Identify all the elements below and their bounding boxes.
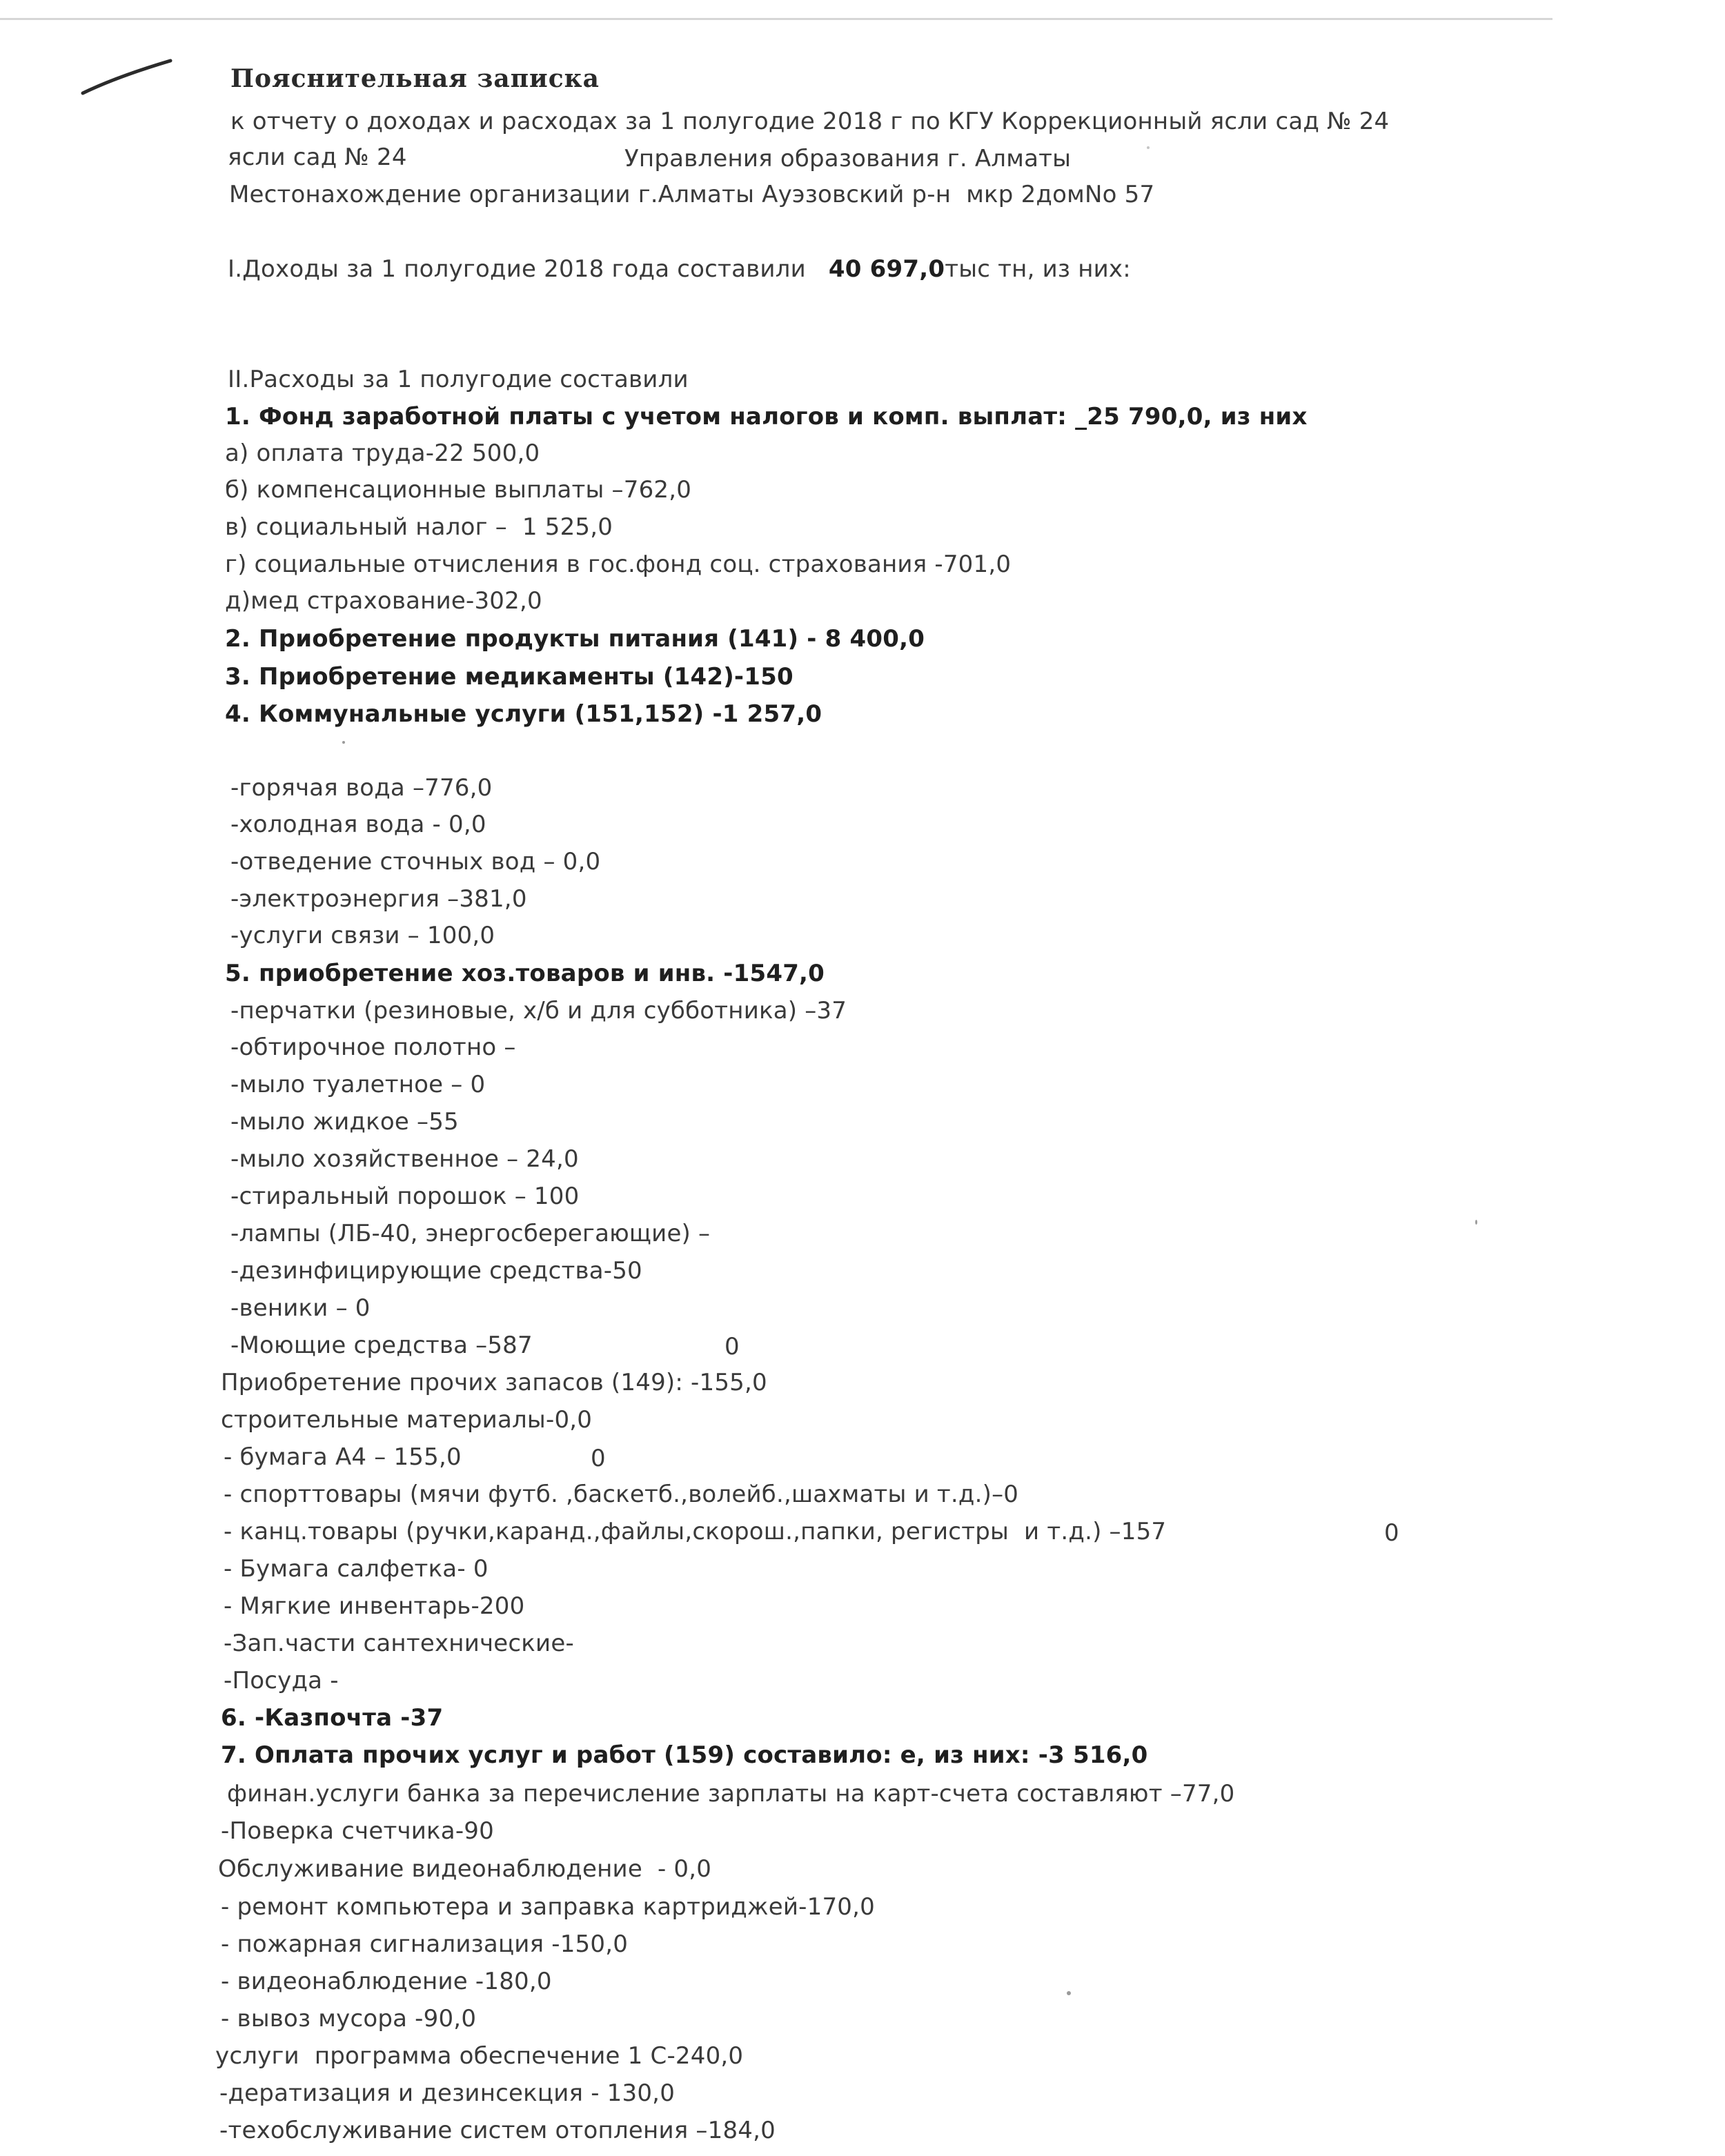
service-video-surveillance: - видеонаблюдение -180,0	[221, 1968, 552, 1995]
header-line-1: к отчету о доходах и расходах за 1 полугодие 2018 г по КГУ Коррекционный ясли сад № 24	[230, 108, 1390, 135]
income-suffix: тыс тн, из них:	[945, 255, 1131, 283]
utility-communication: -услуги связи – 100,0	[230, 922, 495, 949]
section-6-kazpost: 6. -Казпочта -37	[221, 1704, 444, 1732]
service-video-maintenance: Обслуживание видеонаблюдение - 0,0	[218, 1855, 712, 1883]
supplies-paper-a4: - бумага А4 – 155,0	[224, 1443, 462, 1471]
expenses-heading: II.Расходы за 1 полугодие составили	[228, 366, 689, 393]
payroll-item-e: д)мед страхование-302,0	[225, 587, 542, 615]
supplies-sports-goods: - спорттовары (мячи футб. ,баскетб.,волейб.,шахматы и т.д.)–0	[224, 1481, 1019, 1508]
service-pest-control: -дератизация и дезинсекция - 130,0	[219, 2079, 676, 2107]
scan-speck	[342, 741, 345, 744]
household-liquid-soap: -мыло жидкое –55	[230, 1108, 459, 1136]
utility-electricity: -электроэнергия –381,0	[230, 885, 527, 913]
household-lamps: -лампы (ЛБ-40, энергосберегающие) –	[230, 1220, 711, 1247]
household-washing-powder: -стиральный порошок – 100	[230, 1183, 580, 1210]
utility-hot-water: -горячая вода –776,0	[230, 774, 493, 802]
header-line-2-left: ясли сад № 24	[228, 144, 407, 171]
household-toilet-soap: -мыло туалетное – 0	[230, 1071, 486, 1098]
household-disinfectants: -дезинфицирующие средства-50	[230, 1257, 642, 1285]
supplies-building-materials: строительные материалы-0,0	[221, 1406, 593, 1434]
income-line	[228, 255, 1131, 283]
document-title: Пояснительная записка	[230, 64, 600, 93]
household-gloves: -перчатки (резиновые, х/б и для субботника) –37	[230, 997, 847, 1025]
stray-mark-2: 0	[591, 1445, 606, 1472]
scan-speck	[1147, 146, 1150, 149]
section-3-medicines: 3. Приобретение медикаменты (142)-150	[225, 663, 793, 691]
utility-cold-water: -холодная вода - 0,0	[230, 811, 486, 838]
supplies-dishes: -Посуда -	[224, 1667, 339, 1694]
service-fire-alarm: - пожарная сигнализация -150,0	[221, 1930, 629, 1958]
service-garbage-removal: - вывоз мусора -90,0	[221, 2005, 477, 2033]
section-4-utilities: 4. Коммунальные услуги (151,152) -1 257,0	[225, 700, 822, 728]
pen-stroke-mark	[79, 55, 176, 103]
supplies-napkins: - Бумага салфетка- 0	[224, 1555, 489, 1583]
header-line-2-right: Управления образования г. Алматы	[624, 145, 1072, 172]
other-supplies-heading: Приобретение прочих запасов (149): -155,0	[221, 1369, 767, 1396]
stray-mark-3: 0	[1384, 1519, 1399, 1547]
income-prefix: I.Доходы за 1 полугодие 2018 года составили	[228, 255, 806, 283]
stray-mark-1: 0	[724, 1333, 740, 1361]
income-amount: 40 697,0	[828, 255, 945, 283]
supplies-stationery: - канц.товары (ручки,каранд.,файлы,скорош.,папки, регистры и т.д.) –157	[224, 1518, 1167, 1545]
household-detergents: -Моющие средства –587	[230, 1332, 533, 1359]
scan-top-edge	[0, 18, 1552, 20]
service-bank-fees: финан.услуги банка за перечисление зарплаты на карт-счета составляют –77,0	[219, 1780, 1235, 1808]
scan-speck	[1067, 1991, 1071, 1995]
household-cloth: -обтирочное полотно –	[230, 1034, 516, 1061]
section-2-food: 2. Приобретение продукты питания (141) - 8 400,0	[225, 625, 925, 653]
supplies-soft-inventory: - Мягкие инвентарь-200	[224, 1592, 525, 1620]
service-1c-software: услуги программа обеспечение 1 С-240,0	[215, 2042, 744, 2070]
scan-speck	[1475, 1220, 1477, 1225]
service-computer-repair: - ремонт компьютера и заправка картриджей-170,0	[221, 1893, 875, 1921]
household-brooms: -веники – 0	[230, 1294, 371, 1322]
payroll-item-b: б) компенсационные выплаты –762,0	[225, 476, 692, 504]
household-laundry-soap: -мыло хозяйственное – 24,0	[230, 1145, 579, 1173]
payroll-item-a: а) оплата труда-22 500,0	[225, 439, 540, 467]
utility-sewage: -отведение сточных вод – 0,0	[230, 848, 601, 876]
service-meter-check: -Поверка счетчика-90	[221, 1817, 494, 1845]
payroll-item-d: г) социальные отчисления в гос.фонд соц. страхования -701,0	[225, 551, 1012, 578]
header-line-3: Местонахождение организации г.Алматы Ауэзовский р-н мкр 2домNo 57	[229, 181, 1155, 208]
service-heating-maintenance: -техобслуживание систем отопления –184,0	[219, 2117, 776, 2144]
supplies-plumbing-parts: -Зап.части сантехнические-	[224, 1630, 574, 1657]
payroll-item-c: в) социальный налог – 1 525,0	[225, 513, 613, 541]
section-7-other-services: 7. Оплата прочих услуг и работ (159) составило: е, из них: -3 516,0	[221, 1741, 1148, 1769]
section-5-household: 5. приобретение хоз.товаров и инв. -1547,0	[225, 960, 825, 987]
section-1-payroll: 1. Фонд заработной платы с учетом налогов и комп. выплат: _25 790,0, из них	[225, 403, 1308, 431]
